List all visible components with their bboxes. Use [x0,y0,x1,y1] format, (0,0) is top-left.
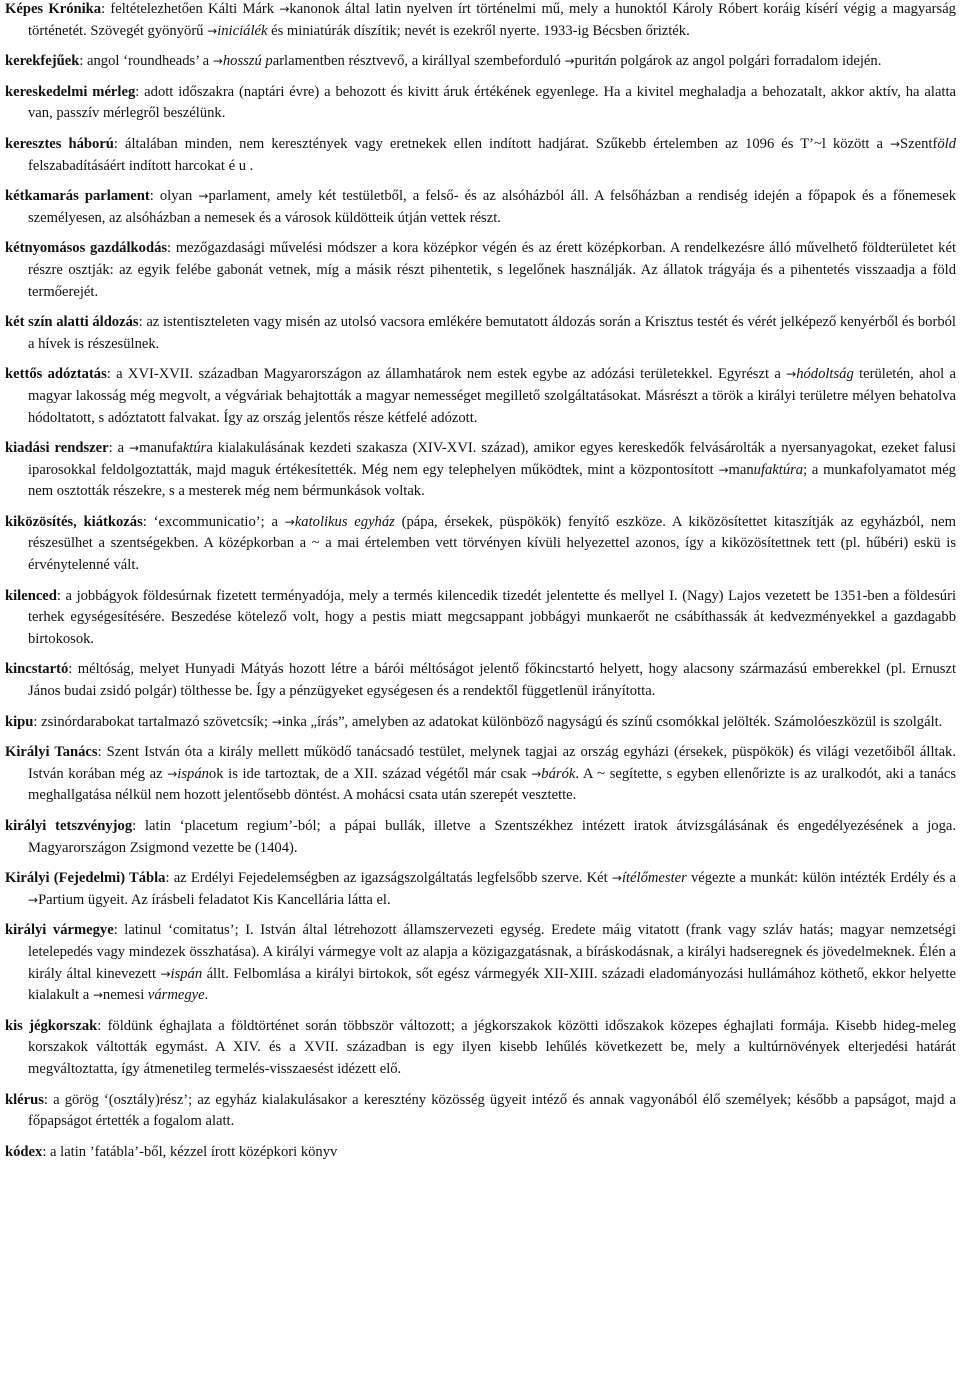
entry-text: végezte a munkát: külön intézték Erdély és a [686,870,956,887]
entry-term: keresztes háború [5,135,114,152]
entry-text: : zsinórdarabokat tartalmazó szövetcsík; [33,713,272,730]
entry-term: Királyi Tanács [5,744,98,761]
entry-term: királyi tetszvényjog [5,818,133,834]
entry-text: purit [574,53,603,70]
entry-term: Királyi (Fejedelmi) Tábla [5,870,166,887]
entry-text-italic: á [602,53,610,70]
cross-reference-arrow-icon: → [889,136,901,151]
glossary-entries [5,0,956,1163]
cross-reference-arrow-icon: → [531,766,542,781]
entry-term: kettős adóztatás [5,366,107,383]
entry-term: kiközösítés, kiátkozás [5,513,143,530]
entry-term: kilenced [5,587,57,604]
entry-text: : adott időszakra (naptári évre) a behozott és kivitt áruk értékének egyenlege. Ha a kivitel meghaladja a behozatalt, akkor aktív, ha alatta van, passzív mérlegről beszélünk. [28,83,957,122]
entry-text: : a görög ‘(osztály)rész’; az egyház kialakulásakor a keresztény közösség ügyeit intéző és annak vagyonából élő személyek; később a papságot, majd a főpapságot értették a fogalom alatt. [28,1091,956,1130]
entry-text: : feltételezhetően Kálti Márk [101,1,280,17]
entry-text-italic: ispán [170,965,203,982]
entry-term: kis jégkorszak [5,1017,98,1034]
entry-text: : latin ‘placetum regium’-ból; a pápai bullák, illetve a Szentszékhez intézett iratok átvizsgálásának és engedélyezésének a joga. Magyarországon Zsigmond vezette be (1404). [28,818,956,856]
entry-text: : földünk éghajlata a földtörténet során többször változott; a jégkorszakok közötti időszakok közepes éghajlati formája. Kisebb hideg-meleg korszakok váltották egymást. A XIV. és a XVII. században is egy ilyen kisebb lehűlés következett be, mely a kultúrnövények elterjedési határát megváltoztatta, így átmenetileg termelés-visszaesést idézett elő. [28,1017,956,1077]
entry-text: . A ~ segítette, s egyben ellenőrizte is az uralkodót, aki a tanács meghallgatása nélkül nem hozott jelentősebb döntést. A mohácsi csata után szerepét vesztette. [28,765,956,804]
entry-text: : méltóság, melyet Hunyadi Mátyás hozott létre a bárói méltóságot jelentő főkincstartó helyett, hogy alacsony származású emberekkel (pl. Ernuszt János budai zsidó polgár) tölthesse be. Így a pénzügyeket egységesen és a rendektől függetlenül irányította. [28,661,956,700]
cross-reference-arrow-icon: → [718,462,729,477]
entry-text: man [728,461,754,478]
entry-term: két szín alatti áldozás [5,314,139,331]
entry-text: : latinul ‘comitatus’; I. István által létrehozott államszervezeti egység. Eredete máig vitatott (frank vagy szláv hatás; magyar nemzetségi letelepedés vagy mindezek összhatása). A királyi vármegye volt az alapja a közigazgatásnak, a bíráskodásnak, a királyi hadseregnek és jövedelmeknek. Élén a király által kinevezett [28,922,957,982]
entry-text: felszabadításáért indított harcokat é u . [28,157,254,174]
entry-term: klérus [5,1091,44,1108]
glossary-entry-kipu [5,712,956,734]
entry-text: parlament, amely két testületből, a felső- és az alsóházból áll. A felsőházban a rendiség idején a főpapok és a főnemesek személyesen, az alsóházban a nemesek és a városok küldötteik útján vettek részt. [28,188,956,226]
entry-term: kódex [5,1143,43,1160]
glossary-entry-kiralyi-tanacs [5,742,956,807]
glossary-entry-ket-szin-alatti [5,312,956,355]
entry-text-italic: vármegye [147,987,205,1004]
entry-term: kétkamarás parlament [5,188,150,205]
entry-text: : a latin ’fatábla’-ből, kézzel írott középkori könyv [42,1143,338,1160]
entry-text: : mezőgazdasági művelési módszer a kora középkor végén és az érett középkorban. A rendelkezésre álló művelhető földterületet két részre osztják: az egyik felébe gabonát vetnek, míg a másik részt pihentetik, s legelőnek használják. Az állatok trágyája és a pihentetés visszaadja a föld termőerejét. [28,240,957,300]
glossary-entry-ketkamaras-parlament [5,186,956,229]
entry-text-italic: ispán [177,765,209,782]
entry-text: állt. Felbomlása a királyi birtokok, sőt egész vármegyék XII-XIII. századi eladományozási hullámához köthető, ekkor helyette kialakult a [28,965,956,1004]
entry-text: ; a munkafolyamatot még nem osztották részekre, s a mesterek még nem bérmunkások voltak. [28,461,956,500]
entry-text: és miniatúrák díszítik; nevét is ezekről nyerte. 1933-ig Bécsben őrizték. [267,22,690,39]
entry-term: kincstartó [5,661,69,678]
glossary-entry-kodex [5,1142,956,1164]
entry-text-italic: ufaktúra [753,461,804,478]
entry-text: : olyan [149,188,199,205]
entry-text: : általában minden, nem keresztények vagy eretnekek ellen indított hadjárat. Szűkebb értelemben az 1096 és T’~l között a [113,135,890,152]
entry-text-italic: úr [193,440,207,457]
glossary-entry-kereskedelmi-merleg [5,82,956,125]
entry-text-italic: ítélőmester [621,870,687,887]
entry-text-italic: bárók [541,765,576,782]
entry-term: kipu [5,713,34,730]
entry-term: kétnyomásos gazdálkodás [5,240,168,257]
entry-term: királyi vármegye [5,922,114,939]
glossary-entry-kis-jegkorszak [5,1016,956,1081]
cross-reference-arrow-icon: → [786,367,797,382]
entry-text: : az istentiszteleten vagy misén az utolsó vacsora emlékére bemutatott áldozás során a Krisztus testét és vérét jelképező kenyérből és borból a hívek is részesülnek. [28,314,956,352]
entry-text-italic: hosszú p [222,53,273,70]
entry-text-italic: hódoltság [796,366,854,383]
cross-reference-arrow-icon: → [284,514,295,529]
cross-reference-arrow-icon: → [160,966,171,981]
glossary-entry-kiadasi-rendszer [5,438,956,503]
cross-reference-arrow-icon: → [611,871,622,886]
glossary-entry-ketnyomasos [5,238,956,303]
cross-reference-arrow-icon: → [207,23,218,38]
cross-reference-arrow-icon: → [28,892,39,907]
cross-reference-arrow-icon: → [564,54,575,69]
entry-text-italic: katolikus egyház [294,513,395,530]
entry-text: : angol ‘roundheads’ a [79,53,213,70]
entry-text: területén, ahol a magyar lakosság még megvolt, a végváriak behajtották a magyar nemességet megillető szolgáltatásokat. Másrészt a török a királyi területre mélyen behatolva hódoltatott, s adóztatott falvakat. Így az ország jelentős része kétfelé adózott. [28,366,957,426]
entry-text: : az Erdélyi Fejedelemségben az igazságszolgáltatás legfelsőbb szerve. Két [165,870,612,887]
entry-text: : ‘excommunicatio’; a [142,513,285,530]
cross-reference-arrow-icon: → [92,988,103,1003]
entry-term: kiadási rendszer [5,440,109,457]
entry-text: . [204,987,209,1004]
entry-text-italic: iniciálék [217,22,268,39]
entry-text: arlamentben résztvevő, a királlyal szembeforduló [272,53,565,70]
glossary-entry-kiralyi-varmegye [5,920,956,1006]
cross-reference-arrow-icon: → [212,54,223,69]
entry-text: inka „írás”, amelyben az adatokat különböző nagyságú és színű csomókkal jelölték. Számolóeszközül is szolgált. [281,713,943,730]
cross-reference-arrow-icon: → [129,441,140,456]
entry-text: Szentf [900,135,938,152]
entry-term: Képes Krónika [5,1,102,17]
glossary-entry-kilenced [5,586,956,651]
glossary-entry-kikozosites [5,512,956,577]
glossary-entry-kiralyi-tabla [5,868,956,911]
entry-text: : a jobbágyok földesúrnak fizetett terményadója, mely a termés kilencedik tizedét jelentette és mellyel I. (Nagy) Lajos vezetett be 1351-ben a földesúri terhek egységesítésére. Beszedése kötelező volt, hogy a pestis miatt megcsappant jobbágyi munkaerőt ne csábíthassák át kedvezményekkel a gazdagabb birtokosok. [28,587,956,647]
entry-text: nemesi [102,987,148,1004]
glossary-entry-kettos-adoztatas [5,364,956,429]
glossary-entry-kepes-kronika [5,0,956,42]
entry-text: ok is ide tartoztak, de a XII. század végétől már csak [208,765,532,782]
entry-text-italic: kt [182,440,194,457]
entry-text: Partium ügyeit. Az írásbeli feladatot Kis Kancellária látta el. [38,891,391,908]
entry-term: kerekfejűek [5,53,80,70]
entry-text: a kialakulásának kezdeti szakasza (XIV-XVI. század), amikor egyes kereskedők felvásárolták a nyersanyagokat, ezeket falusi iparosokkal feldolgoztatták, majd maguk értékesítették. Még nem egy telephelyen működtek, mint a központosított [28,440,956,478]
cross-reference-arrow-icon: → [279,2,290,16]
glossary-entry-kincstarto [5,659,956,702]
glossary-entry-keresztes-haboru [5,134,956,177]
entry-text-italic: öld [937,135,956,152]
cross-reference-arrow-icon: → [271,714,282,729]
entry-text: n polgárok az angol polgári forradalom idején. [609,53,882,70]
glossary-entry-klerus [5,1090,956,1133]
glossary-entry-kiralyi-tetszvenyjog [5,816,956,859]
glossary-entry-kerekfejuek [5,51,956,73]
entry-text: manufa [139,440,183,457]
entry-text: (pápa, érsekek, püspökök) fenyítő eszköze. A kiközösítettet kitaszítják az egyházból, nem részesülhet a szentségekben. A középkorban a ~ a mai értelemben vett törvényen kívüli helyezettel azonos, így a kiközösítettnek tett (pl. hűbéri) eskü is érvénytelenné vált. [28,513,956,574]
cross-reference-arrow-icon: → [167,766,178,781]
entry-text: : a [108,440,129,457]
cross-reference-arrow-icon: → [198,189,209,204]
entry-term: kereskedelmi mérleg [5,83,136,100]
entry-text: kanonok által latin nyelven írt történelmi mű, mely a hunoktól Károly Róbert koráig kísérí végig a magyarság történetét. Szövegét gyönyörű [28,1,956,39]
entry-text: : Szent István óta a király mellett működő tanácsadó testület, melynek tagjai az ország egyházi (érsekek, püspökök) és világi vezetőiből álltak. István korában még az [28,744,956,782]
entry-text: : a XVI-XVII. században Magyarországon az államhatárok nem estek egybe az adózási területekkel. Egyrészt a [106,366,787,383]
